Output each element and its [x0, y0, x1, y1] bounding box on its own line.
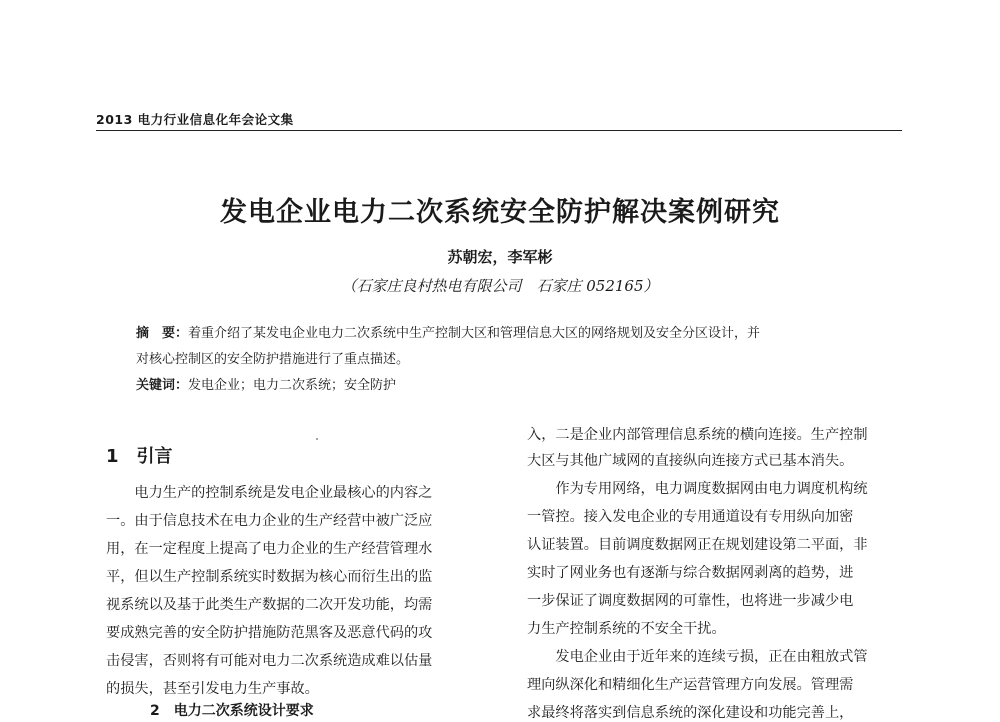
body-line: 要成熟完善的安全防护措施防范黑客及恶意代码的攻	[106, 625, 433, 641]
keywords-text: 发电企业；电力二次系统；安全防护	[188, 378, 397, 393]
abstract-label: 摘 要：	[136, 326, 189, 341]
keywords-line	[136, 374, 396, 393]
body-line: 实时了网业务也有逐渐与综合数据网剥离的趋势，进	[527, 565, 854, 581]
scan-speck	[316, 438, 318, 440]
body-line: 的损失，甚至引发电力生产事故。	[106, 681, 319, 697]
abstract-line: 对核心控制区的安全防护措施进行了重点描述。	[136, 352, 410, 367]
body-line: 视系统以及基于此类生产数据的二次开发功能，均需	[106, 597, 433, 613]
paper-affiliation: （石家庄良村热电有限公司 石家庄 052165）	[341, 277, 659, 295]
journal-header: 2013 电力行业信息化年会论文集	[96, 112, 294, 127]
body-line: 入，二是企业内部管理信息系统的横向连接。生产控制	[527, 427, 868, 443]
abstract-text: 着重介绍了某发电企业电力二次系统中生产控制大区和管理信息大区的网络规划及安全分区设计，并	[188, 326, 761, 341]
paper-title: 发电企业电力二次系统安全防护解决案例研究	[220, 197, 780, 228]
body-line: 一步保证了调度数据网的可靠性，也将进一步减少电	[527, 593, 854, 609]
section-heading	[106, 442, 173, 468]
body-line: 击侵害，否则将有可能对电力二次系统造成难以估量	[106, 653, 433, 669]
body-line: 求最终将落实到信息系统的深化建设和功能完善上，	[527, 705, 854, 721]
body-line: 平，但以生产控制系统实时数据为核心而衍生出的监	[106, 569, 433, 585]
section-number: 1	[106, 446, 119, 467]
paper-authors: 苏朝宏，李军彬	[447, 248, 553, 266]
abstract-line	[136, 322, 760, 341]
body-line: 发电企业由于近年来的连续亏损，正在由粗放式管	[527, 649, 868, 665]
cut-off-section-heading: 2 电力二次系统设计要求	[150, 703, 314, 719]
body-line: 大区与其他广域网的直接纵向连接方式已基本消失。	[527, 453, 854, 469]
body-line: 作为专用网络，电力调度数据网由电力调度机构统	[527, 481, 868, 497]
body-line: 一管控。接入发电企业的专用通道设有专用纵向加密	[527, 509, 854, 525]
body-line: 理向纵深化和精细化生产运营管理方向发展。管理需	[527, 677, 854, 693]
section-title: 引言	[136, 446, 173, 467]
body-line: 用，在一定程度上提高了电力企业的生产经营管理水	[106, 541, 433, 557]
body-line: 电力生产的控制系统是发电企业最核心的内容之	[106, 485, 433, 501]
keywords-label: 关键词：	[136, 378, 189, 393]
header-divider	[96, 130, 902, 131]
body-line: 力生产控制系统的不安全干扰。	[527, 621, 726, 637]
body-line: 认证装置。目前调度数据网正在规划建设第二平面，非	[527, 537, 868, 553]
body-line: 一。由于信息技术在电力企业的生产经营中被广泛应	[106, 513, 433, 529]
